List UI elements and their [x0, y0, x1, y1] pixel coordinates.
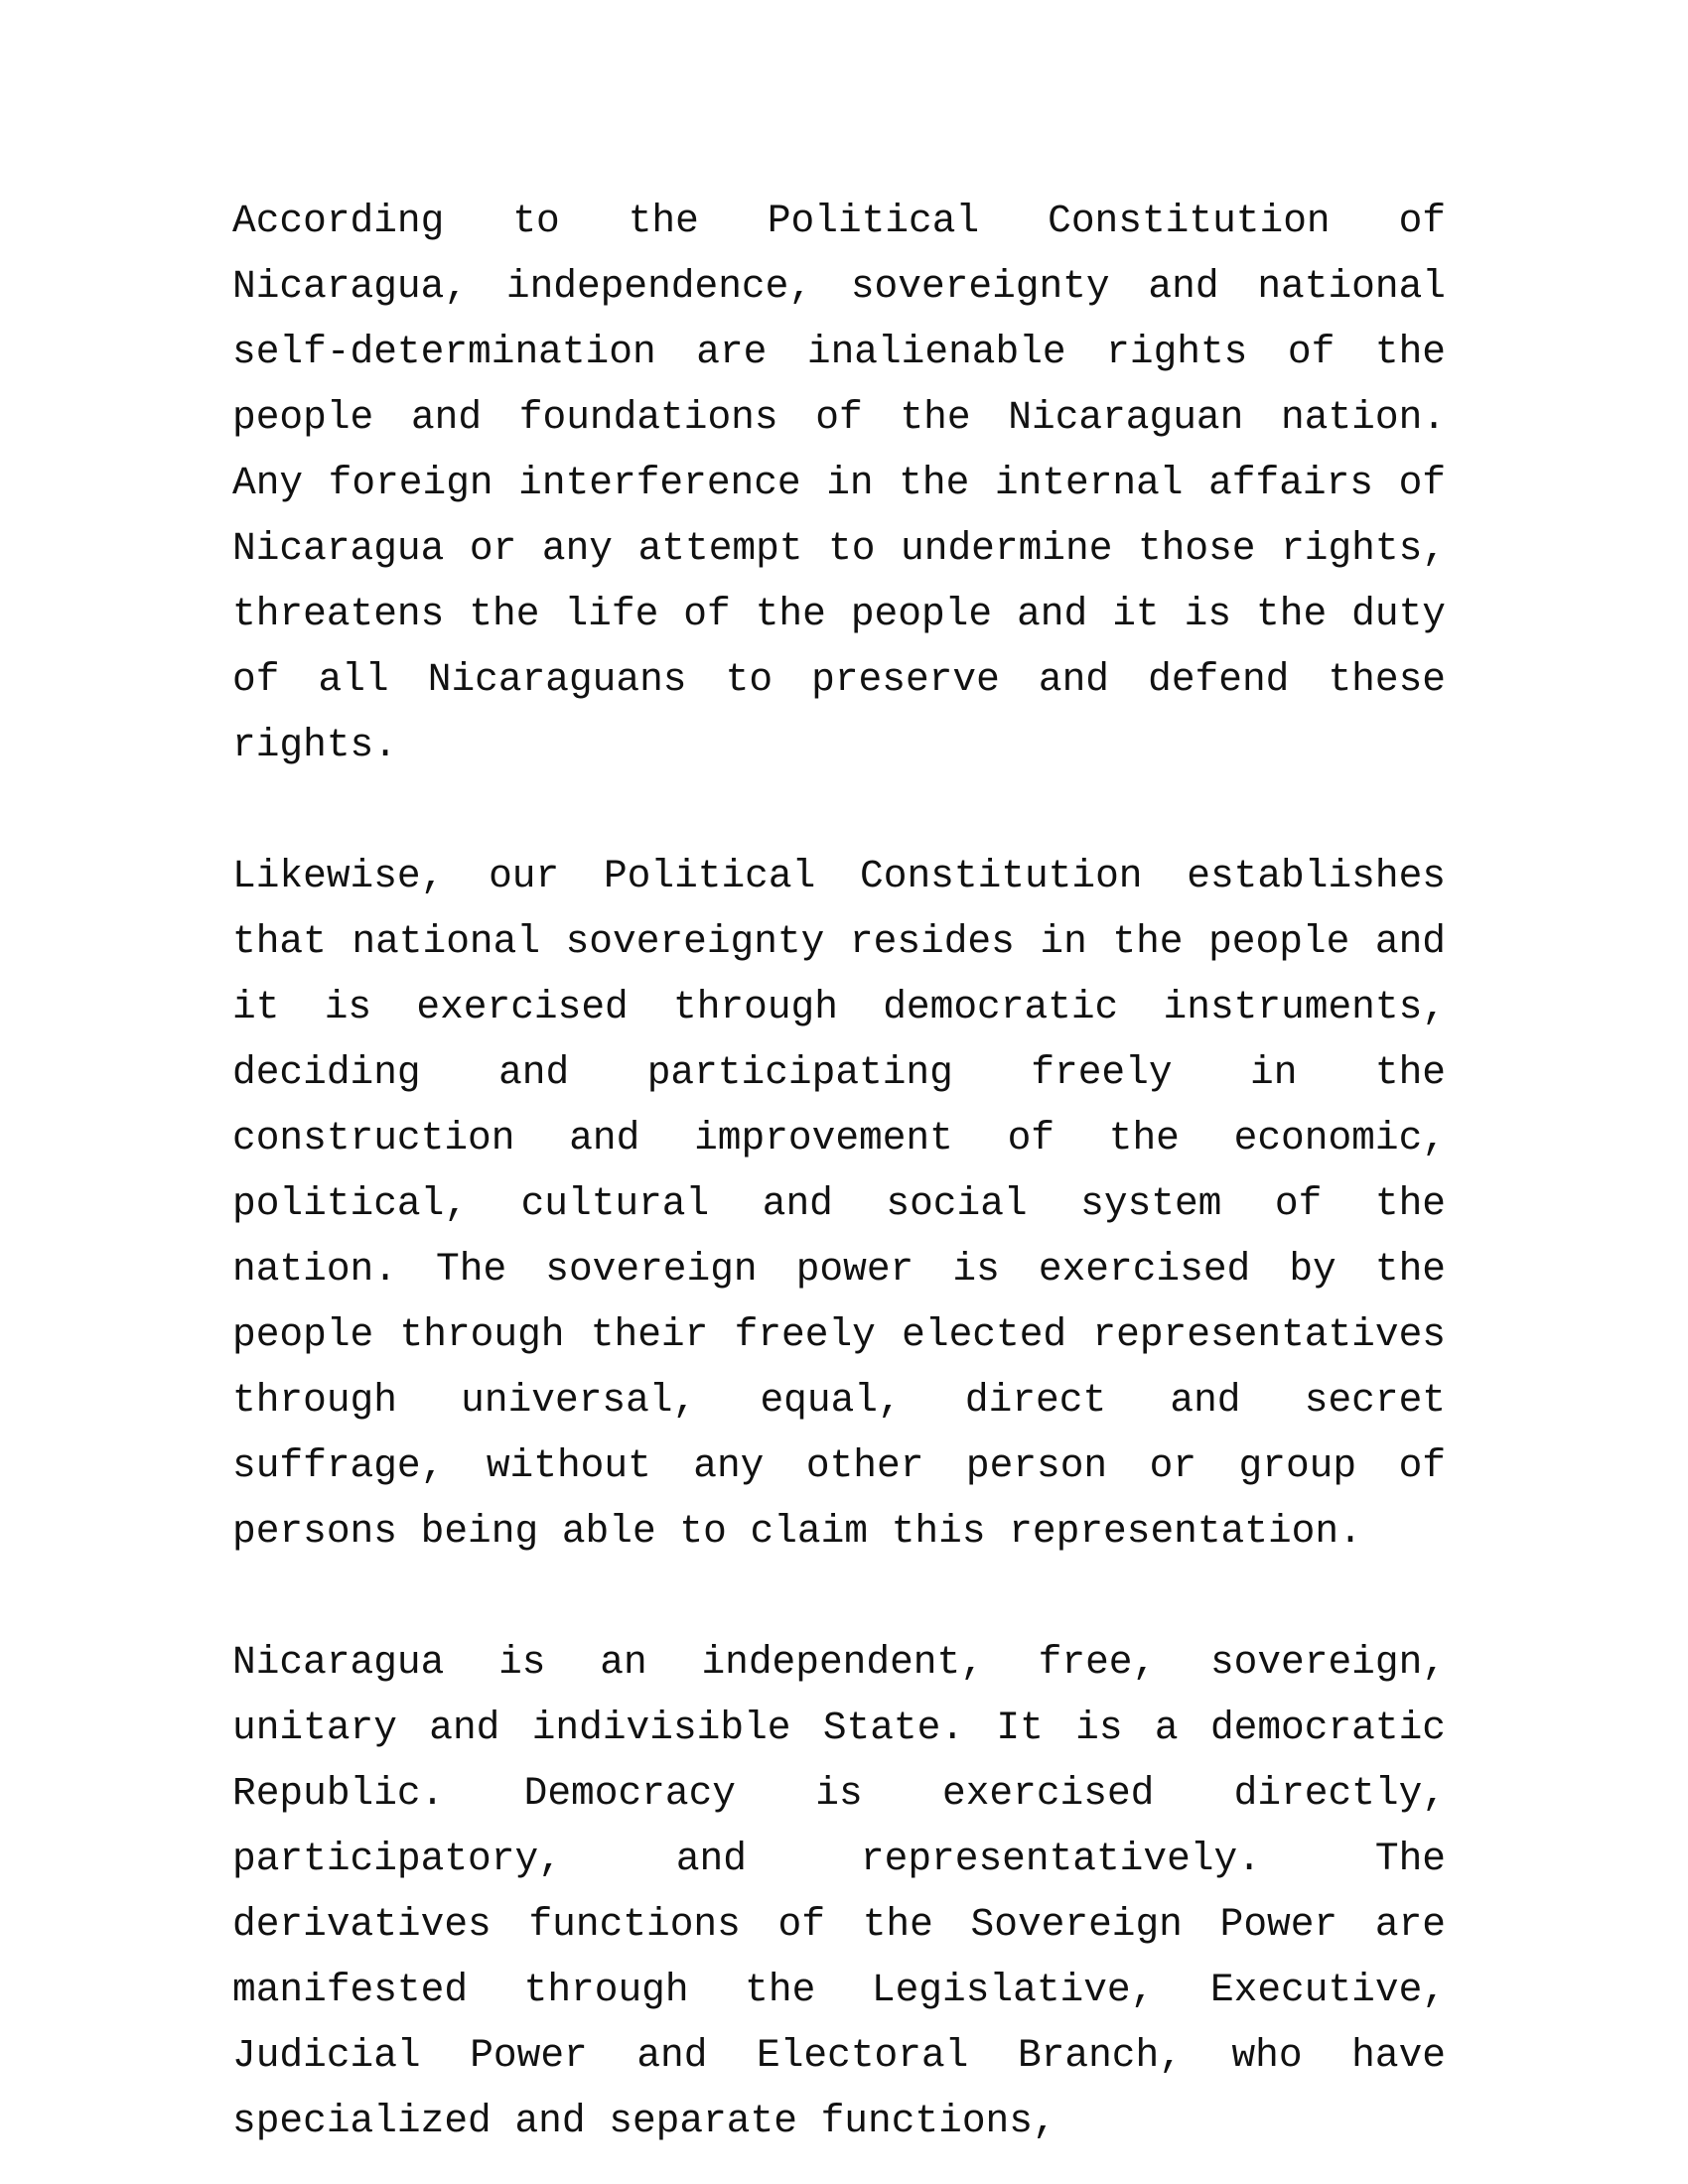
paragraph-democratic-republic: Nicaragua is an independent, free, sovereign, unitary and indivisible State. It is a democratic Republic. Democracy is exercised directly, participatory, and representatively. The derivatives functions of the Sovereign Power are manifested through the Legislative, Executive, Judicial Power and Electoral Branch, who have specialized and separate functions, [232, 1640, 1446, 2143]
paragraph-national-sovereignty: Likewise, our Political Constitution establishes that national sovereignty resides in the people and it is exercised through democratic instruments, deciding and participating freely in the construction and improvement of the economic, political, cultural and social system of the nation. The sovereign power is exercised by the people through their freely elected representatives through universal, equal, direct and secret suffrage, without any other person or group of persons being able to claim this representation. [232, 854, 1446, 1554]
document-body [232, 189, 1446, 2154]
paragraph-constitution-rights: According to the Political Constitution of Nicaragua, independence, sovereignty and national self-determination are inalienable rights of the people and foundations of the Nicaraguan nation. Any foreign interference in the internal affairs of Nicaragua or any attempt to undermine those rights, threatens the life of the people and it is the duty of all Nicaraguans to preserve and defend these rights. [232, 199, 1446, 767]
